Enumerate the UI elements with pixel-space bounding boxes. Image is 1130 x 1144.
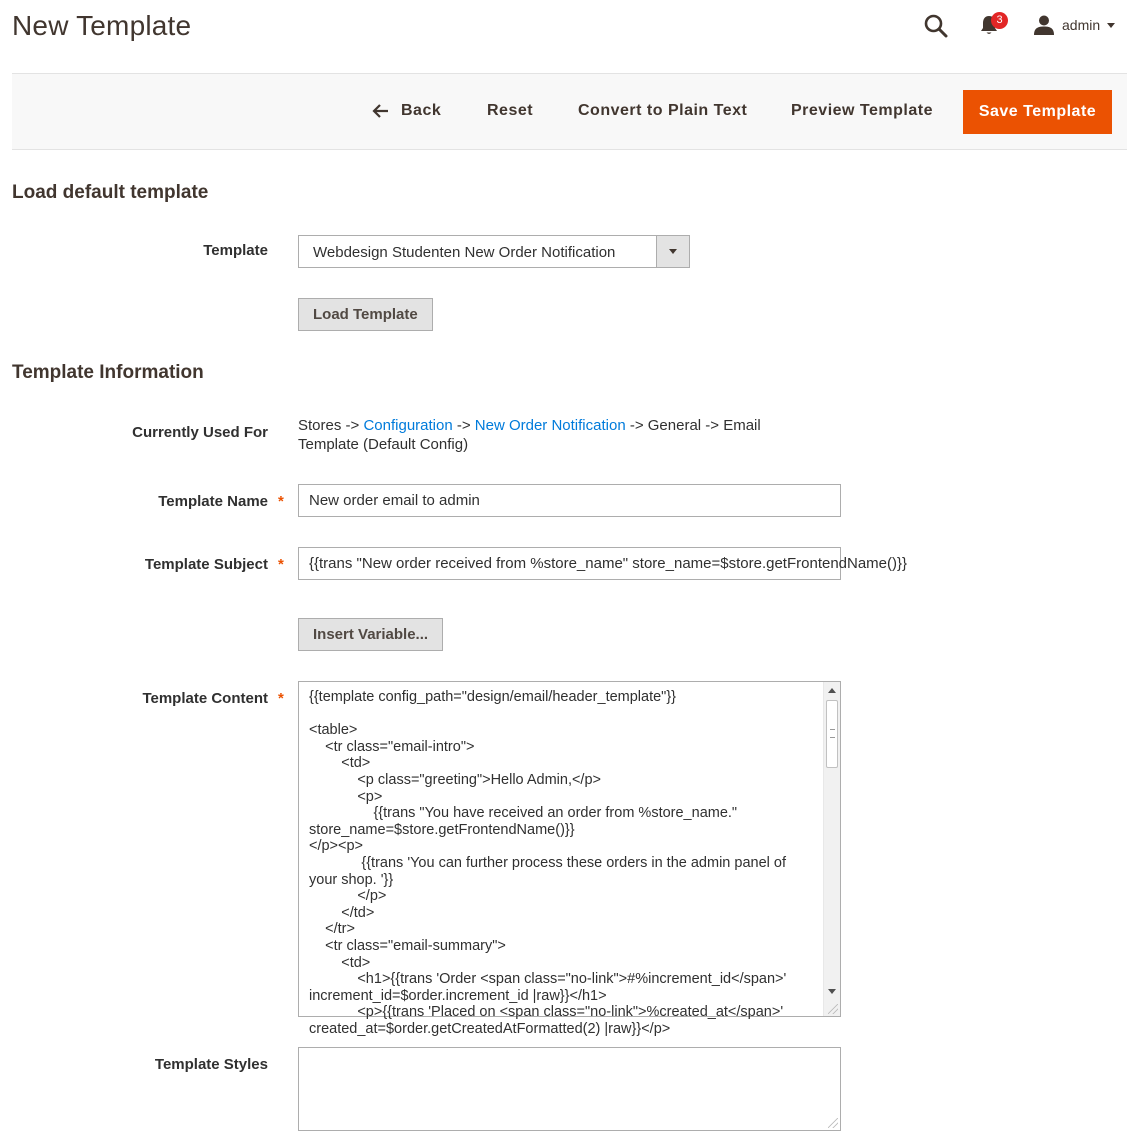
template-name-label: Template Name — [158, 493, 268, 510]
chevron-down-icon — [1107, 23, 1115, 28]
convert-to-plain-text-button[interactable]: Convert to Plain Text — [578, 102, 748, 119]
notification-count-badge[interactable]: 3 — [991, 12, 1008, 29]
save-template-button[interactable]: Save Template — [963, 90, 1112, 134]
required-marker: * — [278, 690, 284, 707]
load-template-button[interactable]: Load Template — [298, 298, 433, 331]
template-subject-label: Template Subject — [144, 556, 268, 573]
back-button[interactable] — [373, 102, 441, 120]
search-icon[interactable] — [923, 13, 949, 39]
template-content-label: Template Content — [142, 690, 268, 707]
back-button-label: Back — [401, 102, 442, 119]
chevron-down-icon[interactable] — [656, 236, 689, 267]
user-icon — [1033, 14, 1055, 36]
new-order-notification-link[interactable]: New Order Notification — [474, 417, 626, 434]
resize-handle-icon[interactable] — [828, 1118, 838, 1128]
template-information-heading: Template Information — [12, 362, 204, 383]
template-styles-textarea[interactable] — [298, 1047, 841, 1131]
user-menu[interactable] — [1033, 13, 1115, 37]
user-name: admin — [1062, 17, 1101, 33]
currently-used-for-label: Currently Used For — [132, 424, 268, 441]
template-name-input[interactable]: New order email to admin — [298, 484, 841, 517]
template-content-text: {{template config_path="design/email/header_template"}} <table> <tr class="email-intro"> <td> <p class="greeting">Hello Admin,</p> <p> {{trans "You have received an order from %store_name." store_name=$store.getFrontendName()}} </p><p> {{trans 'You can further process these orders in the admin panel of your shop. '}} </p> </td> </tr> <tr class="email-summary"> <td> <h1>{{trans 'Order <span class="no-link">#%increment_id</span>' increment_id=$order.increment_id |raw}}</h1> <p>{{trans 'Placed on <span class="no-link">%created_at</span>' created_at=$order.getCreatedAtFormatted(2) |raw}}</p> — [309, 689, 787, 1037]
template-label: Template — [203, 242, 268, 259]
insert-variable-button[interactable]: Insert Variable... — [298, 618, 443, 651]
load-default-template-heading: Load default template — [12, 182, 209, 203]
template-select[interactable] — [298, 235, 690, 268]
template-styles-label: Template Styles — [154, 1056, 268, 1073]
template-content-scrollbar[interactable] — [823, 682, 840, 1016]
used-for-text: -> — [452, 417, 475, 434]
reset-button[interactable]: Reset — [487, 102, 534, 119]
preview-template-button[interactable]: Preview Template — [791, 102, 933, 119]
required-marker: * — [278, 493, 284, 510]
scrollbar-thumb[interactable] — [826, 700, 838, 768]
configuration-link[interactable]: Configuration — [363, 417, 453, 434]
scroll-up-arrow-icon[interactable] — [828, 688, 836, 693]
template-content-textarea[interactable] — [298, 681, 841, 1037]
template-select-value: Webdesign Studenten New Order Notification — [313, 244, 616, 261]
template-subject-input[interactable]: {{trans "New order received from %store_name" store_name=$store.getFrontendName()}} — [298, 547, 841, 580]
used-for-text: Stores -> — [298, 417, 364, 434]
currently-used-for-value — [298, 416, 768, 454]
scroll-down-arrow-icon[interactable] — [828, 989, 836, 994]
required-marker: * — [278, 556, 284, 573]
page-actions-bar — [12, 73, 1127, 150]
resize-handle-icon[interactable] — [828, 1004, 838, 1014]
page-title: New Template — [12, 10, 192, 41]
arrow-left-icon — [373, 104, 389, 118]
used-for-text: -> General -> Email Template (Default Config) — [298, 417, 761, 453]
